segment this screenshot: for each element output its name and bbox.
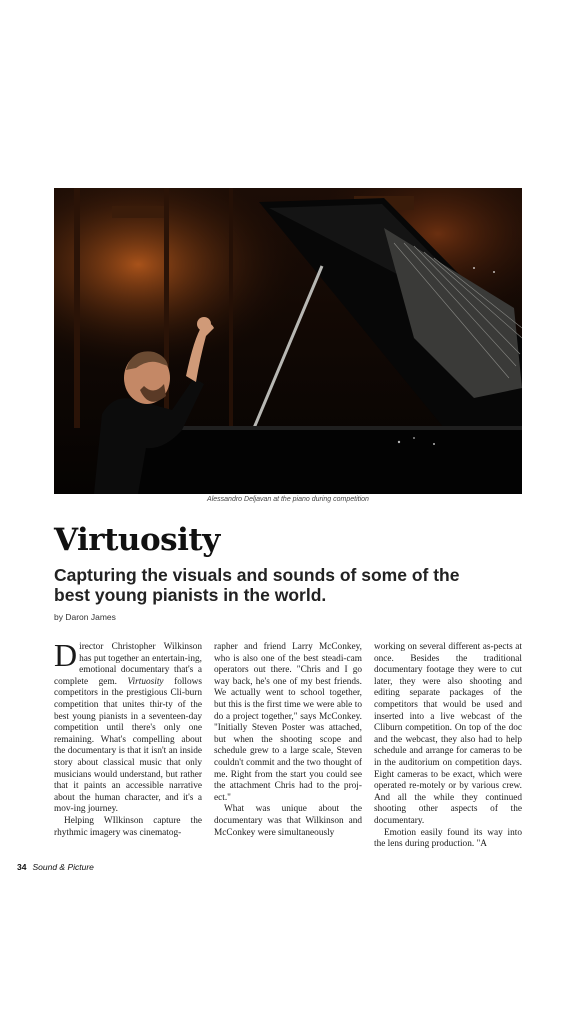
text-run: follows competitors in the prestigious Cli-burn competition that unites thir-ty of the best young pianists in a seventeen-day competition until there's only one remaining. What's compelling about the documentary is that it isn't an inside story about classical music that only musicians would understand, but rather that it paints an accessible narrative about the human character, and it's a mov-ing journey.: [54, 676, 202, 815]
text-run: irector Christopher Wilkinson has put together an entertain-ing, emotional documentary that's a complete gem.: [54, 642, 202, 687]
paragraph: Helping WIlkinson capture the rhythmic imagery was cinematog-: [54, 815, 202, 838]
article-photo: [54, 188, 522, 494]
paragraph: working on several different as-pects at once. Besides the traditional documentary footage they were to cut later, they were also shooting and editing separate packages of the competitors that would be used and inserted into a live webcast of the Cliburn competition. On top of the doc and the webcast, they also had to help schedule and arrange for cameras to be in the auditorium on competition days. Eight cameras to be exact, which were operated re-motely or by various crew. And all the while they continued shooting other aspects of the documentary.: [374, 642, 522, 826]
column-3: [374, 642, 522, 851]
film-title: Virtuosity: [127, 676, 164, 687]
pianist-photo-illustration: [54, 188, 522, 494]
article-body: [54, 637, 522, 851]
byline: by Daron James: [54, 612, 116, 622]
article-title: Virtuosity: [54, 522, 220, 558]
article-subtitle: Capturing the visuals and sounds of some of the best young pianists in the world.: [54, 565, 460, 605]
page-footer: [17, 862, 94, 872]
paragraph: [54, 637, 202, 816]
publication-name: Sound & Picture: [32, 862, 94, 872]
page-number: 34: [17, 862, 27, 872]
paragraph: Emotion easily found its way into the lens during production. "A: [374, 827, 522, 850]
drop-cap: D: [54, 637, 78, 673]
paragraph: rapher and friend Larry McConkey, who is also one of the best steadi-cam operators out there. "Chris and I go way back, he's one of my best friends. We actually went to school together, but this is the first time we were able to do a project together," says McConkey. "Initially Steven Poster was attached, but when the shooting scope and schedule grew to a large scale, Steven couldn't commit and the two thought of me. Right from the start you could see the attachment Chris had to the proj-ect.": [214, 642, 362, 803]
column-1: [54, 637, 202, 851]
photo-caption: Alessandro Deljavan at the piano during competition: [207, 496, 369, 503]
paragraph: What was unique about the documentary was that Wilkinson and McConkey were simultaneously: [214, 804, 362, 838]
column-2: [214, 642, 362, 851]
